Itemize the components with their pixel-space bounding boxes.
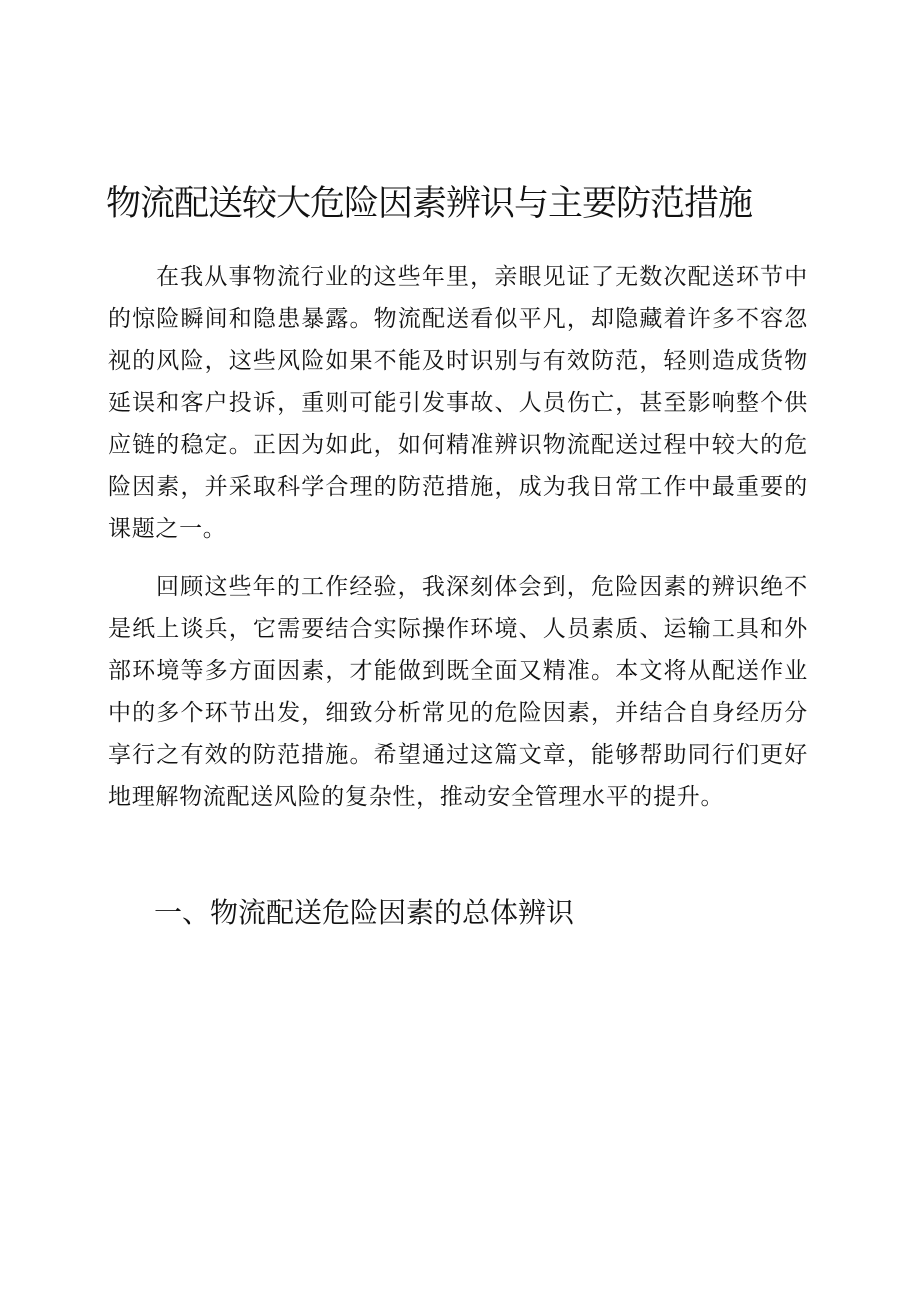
intro-paragraph-1: 在我从事物流行业的这些年里，亲眼见证了无数次配送环节中的惊险瞬间和隐患暴露。物流配送看似平凡，却隐藏着许多不容忽视的风险，这些风险如果不能及时识别与有效防范，轻则造成货物延误和客户投诉，重则可能引发事故、人员伤亡，甚至影响整个供应链的稳定。正因为如此，如何精准辨识物流配送过程中较大的危险因素，并采取科学合理的防范措施，成为我日常工作中最重要的课题之一。	[108, 264, 808, 542]
section-heading-1: 一、物流配送危险因素的总体辨识	[154, 896, 575, 929]
document-title: 物流配送较大危险因素辨识与主要防范措施	[106, 184, 753, 224]
intro-paragraph-2: 回顾这些年的工作经验，我深刻体会到，危险因素的辨识绝不是纸上谈兵，它需要结合实际操作环境、人员素质、运输工具和外部环境等多方面因素，才能做到既全面又精准。本文将从配送作业中的多个环节出发，细致分析常见的危险因素，并结合自身经历分享行之有效的防范措施。希望通过这篇文章，能够帮助同行们更好地理解物流配送风险的复杂性，推动安全管理水平的提升。	[108, 574, 808, 810]
